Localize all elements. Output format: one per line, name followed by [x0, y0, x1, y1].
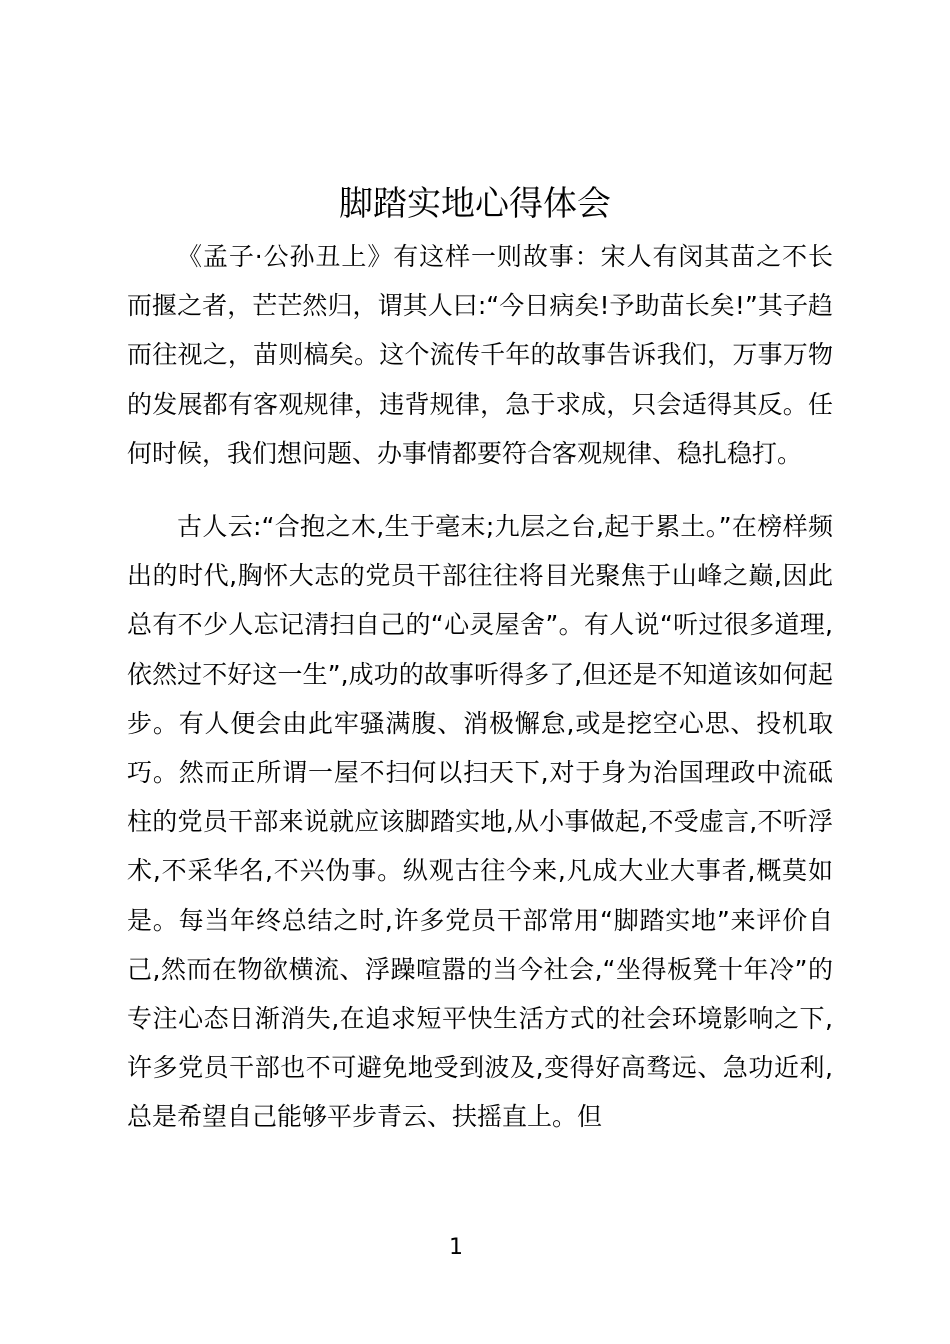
- page-number: 1: [449, 1235, 463, 1260]
- document-title: 脚踏实地心得体会: [339, 184, 611, 224]
- paragraph-1: 《孟子·公孙丑上》有这样一则故事：宋人有闵其苗之不长而揠之者，芒芒然归，谓其人曰:“今日病矣!予助苗长矣!”其子趋而往视之，苗则槁矣。这个流传千年的故事告诉我们，万事万物的发展都有客观规律，违背规律，急于求成，只会适得其反。任何时候，我们想问题、办事情都要符合客观规律、稳扎稳打。: [127, 242, 833, 468]
- paragraph-2: 古人云:“合抱之木,生于毫末;九层之台,起于累土。”在榜样频出的时代,胸怀大志的党员干部往往将目光聚焦于山峰之巅,因此总有不少人忘记清扫自己的“心灵屋舍”。有人说“听过很多道理,依然过不好这一生”,成功的故事听得多了,但还是不知道该如何起步。有人便会由此牢骚满腹、消极懈怠,或是挖空心思、投机取巧。然而正所谓一屋不扫何以扫天下,对于身为治国理政中流砥柱的党员干部来说就应该脚踏实地,从小事做起,不受虚言,不听浮术,不采华名,不兴伪事。纵观古往今来,凡成大业大事者,概莫如是。每当年终总结之时,许多党员干部常用“脚踏实地”来评价自己,然而在物欲横流、浮躁喧嚣的当今社会,“坐得板凳十年冷”的专注心态日渐消失,在追求短平快生活方式的社会环境影响之下,许多党员干部也不可避免地受到波及,变得好高骛远、急功近利,总是希望自己能够平步青云、扶摇直上。但: [127, 512, 833, 1132]
- document-body: [127, 232, 833, 1142]
